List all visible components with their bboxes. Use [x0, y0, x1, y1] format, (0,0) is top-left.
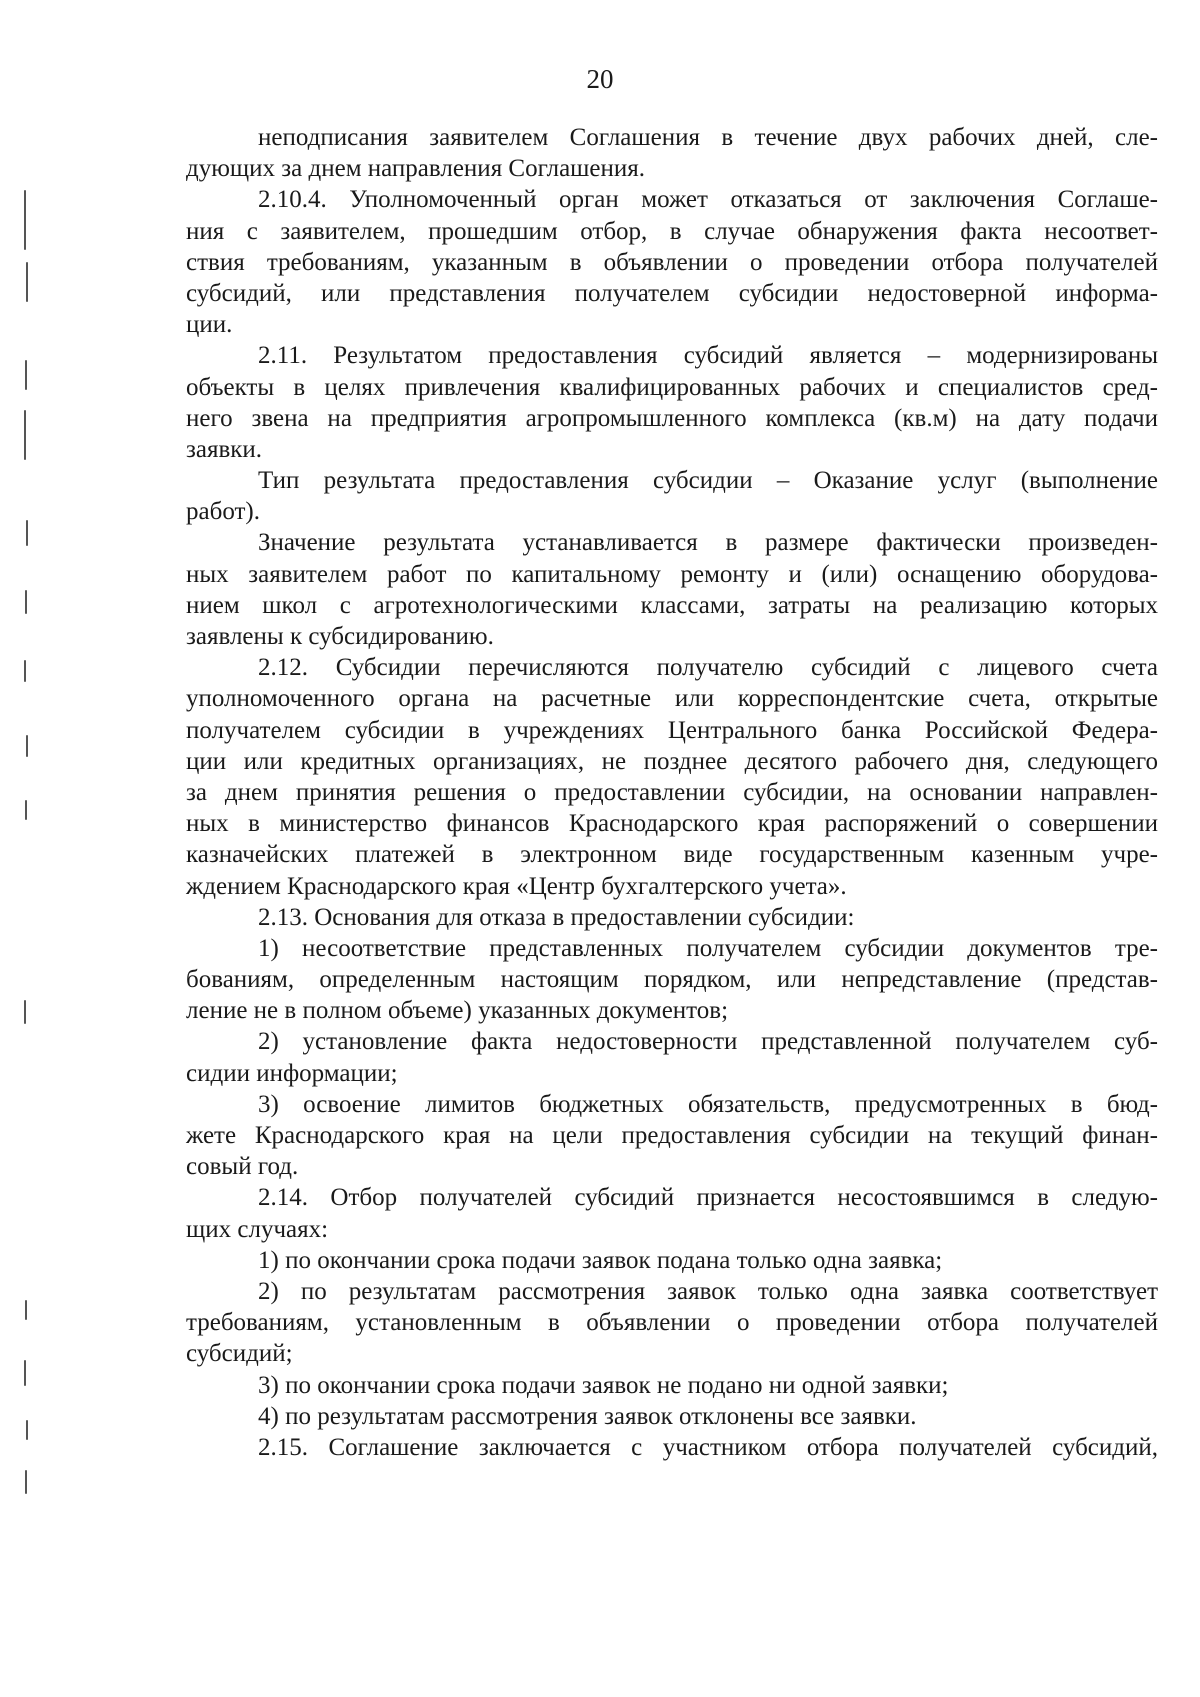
text-line: Значение результата устанавливается в размере фактически произведен-: [258, 529, 1158, 557]
text-line: 2.14. Отбор получателей субсидий признается несостоявшимся в следую-: [258, 1184, 1158, 1212]
text-line: жете Краснодарского края на цели предоставления субсидии на текущий финан-: [186, 1122, 1158, 1149]
paragraph: [186, 184, 1158, 340]
document-body: [186, 122, 1158, 1463]
paragraph: [186, 652, 1158, 902]
paragraph: [186, 1245, 1158, 1276]
text-line: 3) освоение лимитов бюджетных обязательств, предусмотренных в бюд-: [258, 1090, 1158, 1118]
text-line: совый год.: [186, 1153, 299, 1181]
text-line: ции.: [186, 311, 233, 339]
text-line: дующих за днем направления Соглашения.: [186, 155, 646, 183]
text-line: ных в министерство финансов Краснодарского края распоряжений о совершении: [186, 810, 1158, 838]
text-line: ствия требованиям, указанным в объявлении о проведении отбора получателей: [186, 248, 1158, 276]
text-line: казначейских платежей в электронном виде государственным казенным учре-: [186, 841, 1158, 869]
text-line: него звена на предприятия агропромышленного комплекса (кв.м) на дату подачи: [186, 404, 1158, 432]
page-number: 20: [586, 64, 614, 94]
text-line: ния с заявителем, прошедшим отбор, в случае обнаружения факта несоответ-: [186, 217, 1158, 245]
paragraph: [186, 1370, 1158, 1401]
paragraph: [186, 933, 1158, 1027]
paragraph: [186, 1182, 1158, 1244]
paragraph: [186, 122, 1158, 184]
text-line: заявлены к субсидированию.: [186, 623, 494, 650]
text-line: сидии информации;: [186, 1059, 398, 1087]
text-line: ждением Краснодарского края «Центр бухгалтерского учета».: [186, 872, 847, 900]
paragraph: [186, 1401, 1158, 1432]
scan-margin-marks: [0, 0, 60, 1697]
paragraph: [186, 1432, 1158, 1463]
text-line: 2.12. Субсидии перечисляются получателю субсидий с лицевого счета: [258, 654, 1158, 682]
text-line: неподписания заявителем Соглашения в течение двух рабочих дней, сле-: [258, 124, 1158, 151]
text-line: 3) по окончании срока подачи заявок не подано ни одной заявки;: [258, 1371, 949, 1399]
paragraph: [186, 1089, 1158, 1183]
text-line: 2) установление факта недостоверности представленной получателем суб-: [258, 1028, 1158, 1056]
text-line: ных заявителем работ по капитальному ремонту и (или) оснащению оборудова-: [186, 560, 1158, 588]
paragraph: [186, 340, 1158, 465]
text-line: Тип результата предоставления субсидии – Оказание услуг (выполнение: [258, 467, 1158, 495]
text-line: щих случаях:: [186, 1215, 329, 1243]
text-line: 1) по окончании срока подачи заявок подана только одна заявка;: [258, 1246, 943, 1274]
text-line: бованиям, определенным настоящим порядком, или непредставление (представ-: [186, 966, 1158, 994]
paragraph: [186, 527, 1158, 652]
text-line: нием школ с агротехнологическими классами, затраты на реализацию которых: [186, 591, 1158, 619]
text-line: уполномоченного органа на расчетные или корреспондентские счета, открытые: [186, 685, 1158, 713]
text-line: 2.13. Основания для отказа в предоставлении субсидии:: [258, 903, 855, 931]
text-line: работ).: [186, 498, 260, 526]
text-line: субсидий;: [186, 1340, 293, 1368]
paragraph: [186, 1026, 1158, 1088]
text-line: ление не в полном объеме) указанных документов;: [186, 997, 729, 1025]
text-line: субсидий, или представления получателем субсидии недостоверной информа-: [186, 279, 1158, 307]
paragraph: [186, 465, 1158, 527]
text-line: 2.15. Соглашение заключается с участником отбора получателей субсидий,: [258, 1433, 1158, 1461]
text-line: 1) несоответствие представленных получателем субсидии документов тре-: [258, 934, 1158, 962]
text-line: требованиям, установленным в объявлении о проведении отбора получателей: [186, 1309, 1158, 1337]
text-line: 2) по результатам рассмотрения заявок только одна заявка соответствует: [258, 1277, 1158, 1305]
text-line: ции или кредитных организациях, не позднее десятого рабочего дня, следующего: [186, 747, 1158, 775]
text-line: объекты в целях привлечения квалифицированных рабочих и специалистов сред-: [186, 373, 1158, 401]
text-line: 4) по результатам рассмотрения заявок отклонены все заявки.: [258, 1402, 917, 1430]
text-line: за днем принятия решения о предоставлении субсидии, на основании направлен-: [186, 778, 1158, 806]
text-line: заявки.: [186, 435, 263, 463]
paragraph: [186, 902, 1158, 933]
text-line: 2.11. Результатом предоставления субсидий является – модернизированы: [258, 342, 1158, 370]
paragraph: [186, 1276, 1158, 1370]
text-line: 2.10.4. Уполномоченный орган может отказаться от заключения Соглаше-: [258, 186, 1158, 214]
text-line: получателем субсидии в учреждениях Центрального банка Российской Федера-: [186, 716, 1158, 744]
